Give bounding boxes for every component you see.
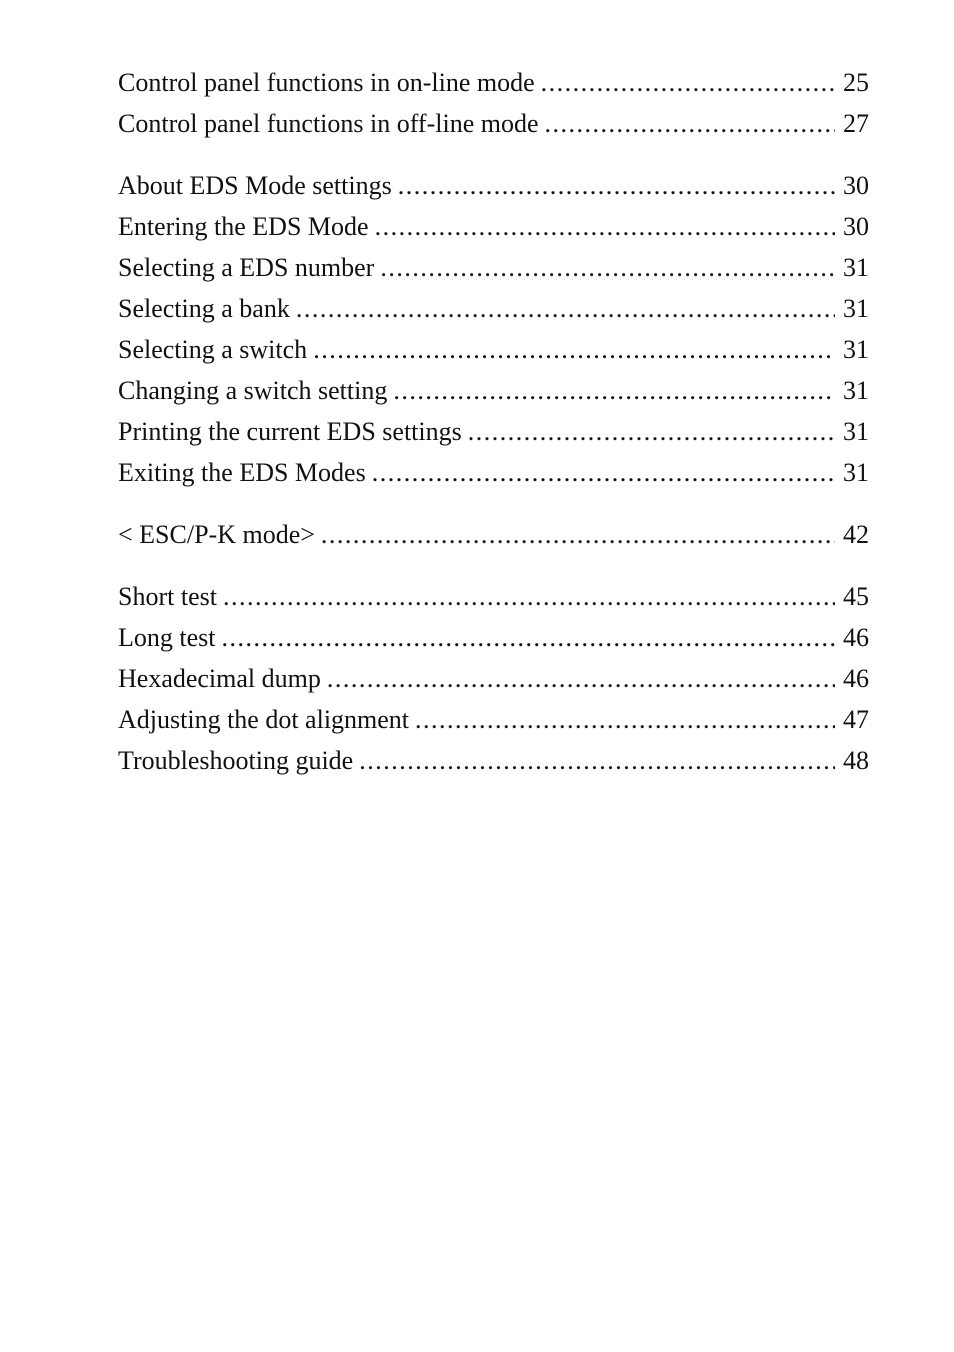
toc-entry-title: Control panel functions in off-line mode bbox=[118, 109, 539, 138]
toc-dot-leader bbox=[468, 411, 835, 452]
toc-entry-title: About EDS Mode settings bbox=[118, 171, 392, 200]
toc-entry-title: Short test bbox=[118, 582, 217, 611]
toc-dot-leader bbox=[372, 452, 835, 493]
toc-entry-title: Exiting the EDS Modes bbox=[118, 458, 366, 487]
toc-entry-page: 31 bbox=[843, 458, 869, 487]
toc-entry[interactable] bbox=[118, 329, 869, 370]
toc-entry[interactable] bbox=[118, 103, 869, 144]
toc-entry-title: Hexadecimal dump bbox=[118, 664, 321, 693]
toc-dot-leader bbox=[321, 514, 835, 555]
toc-entry[interactable] bbox=[118, 514, 869, 555]
toc-entry-page: 31 bbox=[843, 253, 869, 282]
toc-dot-leader bbox=[415, 699, 835, 740]
toc-dot-leader bbox=[398, 165, 835, 206]
toc-group-eds-mode bbox=[118, 165, 869, 493]
toc-entry-page: 46 bbox=[843, 623, 869, 652]
toc-entry-title: Entering the EDS Mode bbox=[118, 212, 369, 241]
toc-entry-page: 46 bbox=[843, 664, 869, 693]
toc-entry-title: Changing a switch setting bbox=[118, 376, 388, 405]
toc-entry[interactable] bbox=[118, 62, 869, 103]
toc-entry-page: 42 bbox=[843, 520, 869, 549]
toc-entry-page: 31 bbox=[843, 376, 869, 405]
toc-group-esc-pk-mode bbox=[118, 514, 869, 555]
toc-entry-page: 27 bbox=[843, 109, 869, 138]
toc-entry-title: Selecting a switch bbox=[118, 335, 308, 364]
toc-entry-title: < ESC/P-K mode> bbox=[118, 520, 315, 549]
toc-dot-leader bbox=[327, 658, 835, 699]
toc-entry-page: 31 bbox=[843, 417, 869, 446]
toc-entry[interactable] bbox=[118, 411, 869, 452]
toc-dot-leader bbox=[359, 740, 835, 781]
toc-entry[interactable] bbox=[118, 699, 869, 740]
toc-entry[interactable] bbox=[118, 206, 869, 247]
table-of-contents bbox=[118, 62, 869, 781]
toc-entry[interactable] bbox=[118, 370, 869, 411]
toc-entry-page: 48 bbox=[843, 746, 869, 775]
toc-group-control-panel bbox=[118, 62, 869, 144]
toc-entry-title: Adjusting the dot alignment bbox=[118, 705, 410, 734]
toc-entry[interactable] bbox=[118, 576, 869, 617]
toc-entry-page: 30 bbox=[843, 212, 869, 241]
toc-entry[interactable] bbox=[118, 617, 869, 658]
toc-entry-page: 45 bbox=[843, 582, 869, 611]
toc-entry-title: Printing the current EDS settings bbox=[118, 417, 462, 446]
toc-entry-title: Selecting a bank bbox=[118, 294, 290, 323]
toc-dot-leader bbox=[380, 247, 835, 288]
toc-dot-leader bbox=[222, 617, 836, 658]
toc-group-tests bbox=[118, 576, 869, 781]
toc-entry-page: 25 bbox=[843, 68, 869, 97]
toc-entry-page: 47 bbox=[843, 705, 869, 734]
toc-entry-title: Control panel functions in on-line mode bbox=[118, 68, 535, 97]
toc-entry-page: 31 bbox=[843, 335, 869, 364]
toc-entry[interactable] bbox=[118, 288, 869, 329]
toc-dot-leader bbox=[541, 62, 835, 103]
toc-dot-leader bbox=[375, 206, 835, 247]
toc-dot-leader bbox=[296, 288, 835, 329]
toc-entry-page: 31 bbox=[843, 294, 869, 323]
toc-entry[interactable] bbox=[118, 740, 869, 781]
toc-entry[interactable] bbox=[118, 247, 869, 288]
toc-entry-title: Long test bbox=[118, 623, 216, 652]
toc-dot-leader bbox=[313, 329, 835, 370]
toc-dot-leader bbox=[393, 370, 835, 411]
toc-entry-page: 30 bbox=[843, 171, 869, 200]
toc-entry-title: Troubleshooting guide bbox=[118, 746, 354, 775]
toc-dot-leader bbox=[223, 576, 835, 617]
toc-entry[interactable] bbox=[118, 658, 869, 699]
toc-entry[interactable] bbox=[118, 452, 869, 493]
toc-entry[interactable] bbox=[118, 165, 869, 206]
toc-dot-leader bbox=[545, 103, 836, 144]
toc-entry-title: Selecting a EDS number bbox=[118, 253, 375, 282]
